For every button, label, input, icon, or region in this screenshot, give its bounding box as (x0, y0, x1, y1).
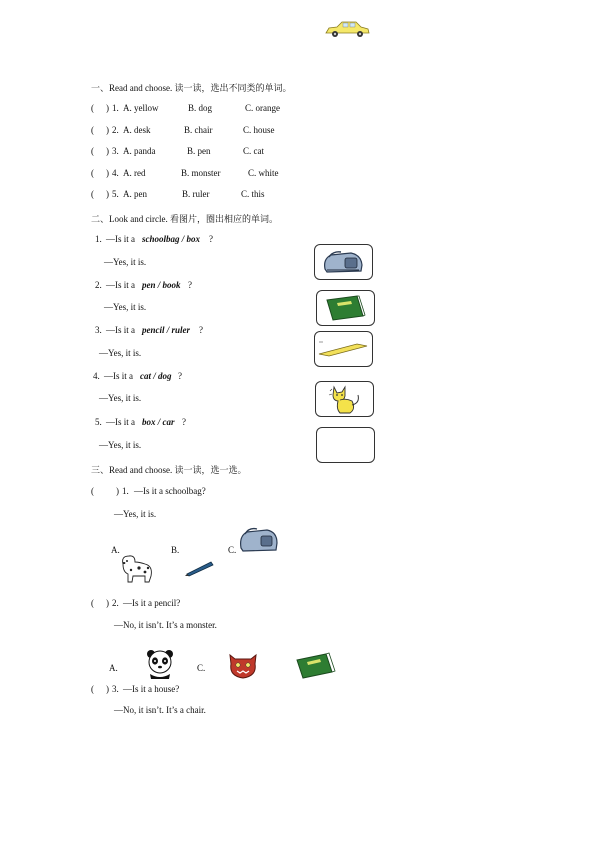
question-number: 3. (112, 146, 119, 156)
option-b: B. dog (188, 103, 213, 113)
answer-paren-open: ( (91, 146, 94, 156)
option-a: A. yellow (123, 103, 159, 113)
question-prefix: —Is it a (106, 234, 135, 244)
answer-paren-open: ( (91, 486, 94, 496)
answer-text: —Yes, it is. (99, 393, 142, 403)
answer-text: —Yes, it is. (99, 440, 142, 450)
answer-paren-open: ( (91, 189, 94, 199)
answer-paren-close: ) (106, 189, 109, 199)
answer-paren-close: ) (106, 146, 109, 156)
answer-paren-open: ( (91, 168, 94, 178)
answer-paren-close: ) (116, 486, 119, 496)
option-b: B. monster (181, 168, 221, 178)
schoolbag-icon (237, 526, 279, 554)
answer-paren-close: ) (106, 168, 109, 178)
book-icon (323, 294, 369, 322)
option-a: A. panda (123, 146, 156, 156)
question-prefix: —Is it a (106, 280, 135, 290)
answer-text: —Yes, it is. (104, 257, 147, 267)
option-b: B. ruler (182, 189, 210, 199)
question-mark: ? (209, 234, 213, 244)
answer-paren-close: ) (106, 103, 109, 113)
option-c: C. this (241, 189, 265, 199)
option-a-label: A. (111, 545, 120, 555)
panda-icon (143, 648, 177, 680)
word-choices[interactable]: schoolbag / box (142, 234, 201, 244)
option-c: C. white (248, 168, 279, 178)
option-a: A. desk (123, 125, 151, 135)
section2-title: 二、Look and circle. 看图片，圈出相应的单词。 (91, 214, 278, 224)
option-b: B. chair (184, 125, 213, 135)
answer-text: —Yes, it is. (104, 302, 147, 312)
answer-paren-close: ) (106, 684, 109, 694)
question-number: 1. (122, 486, 129, 496)
picture-frame (314, 244, 373, 280)
answer-paren-open: ( (91, 125, 94, 135)
question-mark: ? (182, 417, 186, 427)
answer-paren-open: ( (91, 684, 94, 694)
answer-paren-open: ( (91, 103, 94, 113)
question-prefix: —Is it a (106, 325, 135, 335)
option-c-label: C. (197, 663, 206, 673)
answer-text: —No, it isn’t. It’s a chair. (114, 705, 206, 715)
question-number: 1. (95, 234, 102, 244)
option-a: A. red (123, 168, 146, 178)
empty-picture-frame (316, 427, 375, 463)
option-b: B. pen (187, 146, 211, 156)
monster-icon (227, 652, 259, 680)
question-number: 4. (112, 168, 119, 178)
word-choices[interactable]: cat / dog (140, 371, 172, 381)
answer-text: —Yes, it is. (114, 509, 157, 519)
picture-frame (314, 331, 373, 367)
option-a-label: A. (109, 663, 118, 673)
answer-text: —No, it isn’t. It’s a monster. (114, 620, 217, 630)
schoolbag-icon (321, 249, 365, 275)
question-number: 5. (95, 417, 102, 427)
answer-paren-open: ( (91, 598, 94, 608)
question-number: 2. (95, 280, 102, 290)
option-a: A. pen (123, 189, 147, 199)
question-number: 2. (112, 598, 119, 608)
question-number: 5. (112, 189, 119, 199)
question-mark: ? (188, 280, 192, 290)
question-mark: ? (178, 371, 182, 381)
word-choices[interactable]: box / car (142, 417, 175, 427)
word-choices[interactable]: pen / book (142, 280, 181, 290)
section1-title: 一、Read and choose. 读一读，选出不同类的单词。 (91, 83, 292, 93)
section3-title: 三、Read and choose. 读一读，选一选。 (91, 465, 247, 475)
question-number: 2. (112, 125, 119, 135)
question-text: —Is it a schoolbag? (134, 486, 206, 496)
option-b-label: B. (171, 545, 180, 555)
question-number: 4. (93, 371, 100, 381)
answer-text: —Yes, it is. (99, 348, 142, 358)
question-mark: ? (199, 325, 203, 335)
cat-icon (328, 383, 362, 415)
answer-paren-close: ) (106, 125, 109, 135)
question-prefix: —Is it a (104, 371, 133, 381)
option-c: C. orange (245, 103, 280, 113)
picture-frame (316, 290, 375, 326)
option-c-label: C. (228, 545, 237, 555)
question-prefix: —Is it a (106, 417, 135, 427)
question-number: 1. (112, 103, 119, 113)
question-number: 3. (95, 325, 102, 335)
option-c: C. cat (243, 146, 264, 156)
car-icon (323, 20, 371, 40)
ruler-icon (317, 340, 369, 358)
word-choices[interactable]: pencil / ruler (142, 325, 191, 335)
dog-icon (119, 552, 155, 584)
answer-paren-close: ) (106, 598, 109, 608)
option-c: C. house (243, 125, 275, 135)
picture-frame (315, 381, 374, 417)
question-text: —Is it a pencil? (123, 598, 181, 608)
question-number: 3. (112, 684, 119, 694)
pen-icon (185, 557, 215, 577)
book-icon (294, 652, 338, 680)
question-text: —Is it a house? (123, 684, 180, 694)
